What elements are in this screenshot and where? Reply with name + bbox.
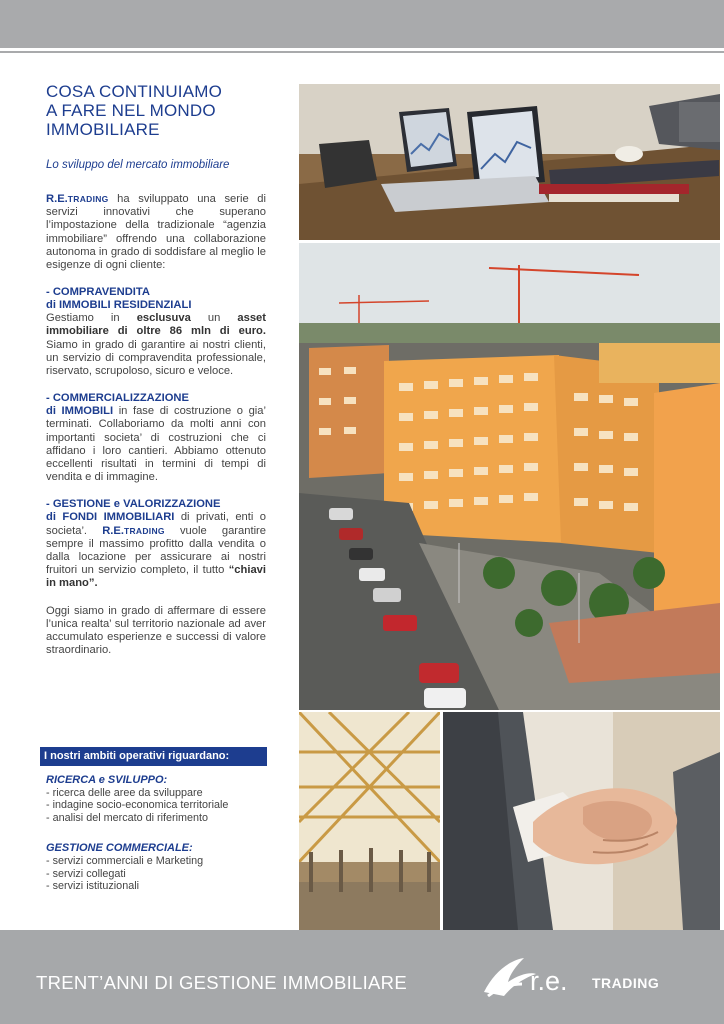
brand-name: R.E.TRADING: [46, 193, 109, 205]
subtitle: Lo sviluppo del mercato immobiliare: [46, 159, 230, 171]
section-subheading: di FONDI IMMOBILIARI: [46, 511, 175, 524]
intro-paragraph: [46, 193, 266, 272]
main-text-column: [46, 82, 266, 657]
section-heading: - COMPRAVENDITA: [46, 286, 150, 299]
top-band: [0, 0, 724, 48]
list-gestione: [46, 842, 276, 892]
list-item: - servizi collegati: [46, 867, 126, 880]
section-commercializzazione: - COMMERCIALIZZAZIONE di IMMOBILI in fase di costruzione o gia’ terminati. Collaboriamo da molti anni con importanti societa’ di costruzioni che ci affidano i loro cantieri. Abbiamo ottenuto eccellenti risultati in termini di tempi di vendita e di immagine.: [46, 392, 266, 484]
page-title: [46, 82, 266, 139]
ambiti-lists: [46, 774, 276, 892]
section-compravendita: - COMPRAVENDITA di IMMOBILI RESIDENZIALI Gestiamo in esclusuva un asset immobiliare di oltre 86 mln di euro. Siamo in grado di garantire ai nostri clienti, un servizio di compravendita professionale, riservato, scrupoloso, sicuro e veloce.: [46, 286, 266, 378]
list-heading: RICERCA e SVILUPPO:: [46, 774, 168, 786]
industrial-roof-photo: [299, 712, 440, 930]
handshake-photo: [443, 712, 720, 930]
title-line-3: IMMOBILIARE: [46, 120, 160, 139]
closing-paragraph: Oggi siamo in grado di affermare di essere l’unica realta’ sul territorio nazionale ad aver accumulato esperienze e successi di valore straordinario.: [46, 604, 266, 657]
section-heading: - COMMERCIALIZZAZIONE: [46, 392, 189, 405]
apartment-buildings-photo: [299, 243, 720, 710]
footer-logo-main: r.e.: [530, 966, 568, 996]
list-item: - servizi istituzionali: [46, 880, 139, 893]
list-item: - analisi del mercato di riferimento: [46, 811, 209, 824]
office-desk-photo: [299, 84, 720, 240]
roof-structure-illustration: [299, 712, 440, 930]
section-subheading: di IMMOBILI: [46, 405, 114, 418]
list-heading: GESTIONE COMMERCIALE:: [46, 842, 193, 855]
section-heading: - GESTIONE e VALORIZZAZIONE: [46, 498, 221, 511]
list-item: - indagine socio-economica territoriale: [46, 799, 229, 812]
apartment-buildings-illustration: [299, 243, 720, 710]
footer-logo-sub: TRADING: [592, 975, 660, 991]
intro-text: ha sviluppato una serie di servizi innovativi che superano l’impostazione della tradizionale “agenzia immobiliare” offrendo una collaborazione autonoma in grado di soddisfare al meglio le esigenze di ogni cliente:: [46, 193, 266, 272]
section-subheading: di IMMOBILI RESIDENZIALI: [46, 299, 192, 312]
top-rule: [0, 51, 724, 53]
section-gestione: - GESTIONE e VALORIZZAZIONE di FONDI IMMOBILIARI di privati, enti o societa’. R.E.TRADING vuole garantire sempre il massimo profitto dalla vendita o dalla locazione per assicurare ai nostri fruitori un servizio completo, il tutto “chiavi in mano”.: [46, 498, 266, 590]
ambiti-heading-bar: I nostri ambiti operativi riguardano:: [40, 747, 267, 766]
brand-name: R.E.TRADING: [102, 524, 165, 537]
office-desk-illustration: [299, 84, 720, 240]
list-item: - servizi commerciali e Marketing: [46, 855, 204, 868]
list-ricerca: [46, 774, 276, 824]
footer-tagline: TRENT’ANNI DI GESTIONE IMMOBILIARE: [36, 972, 407, 993]
handshake-illustration: [443, 712, 720, 930]
title-line-2: A FARE NEL MONDO: [46, 101, 216, 120]
title-line-1: COSA CONTINUIAMO: [46, 82, 223, 101]
list-item: - ricerca delle aree da sviluppare: [46, 787, 203, 799]
